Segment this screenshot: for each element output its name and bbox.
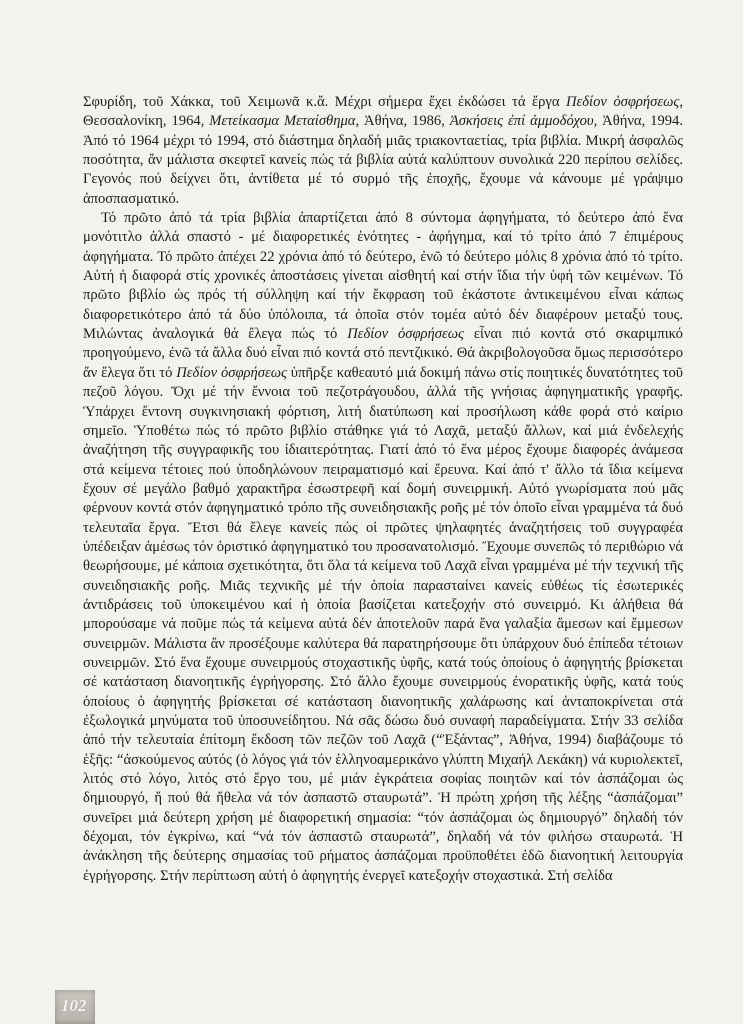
- page-number-badge: [55, 990, 95, 1024]
- text-segment: Ἀθήνα, 1986,: [359, 113, 450, 130]
- book-title-italic: Πεδίον ὀσφρήσεως: [176, 364, 287, 381]
- text-segment: Ἀθήνα, 1994. Ἀπό τό 1964 μέχρι τό 1994, στό διάστημα δηλαδή μιᾶς τριακονταετίας, τρία βιβλία. Μικρή ἀσφαλῶς ποσότητα, ἄν μάλιστα σκεφτεῖ κανείς πώς τά βιβλία αὐτά καλύπτουν συνολικά 220 περίπου σελίδες. Γεγονός πού δείχνει ὅτι, ἀντίθετα μέ τό συρμό τῆς ἐποχῆς, ἔχουμε νά κάνουμε μέ γράψιμο ἀποσπασματικό.: [83, 113, 683, 207]
- paragraph-2: [83, 209, 683, 886]
- text-segment: ὑπῆρξε καθεαυτό μιά δοκιμή πάνω στίς ποιητικές δυνατότητες τοῦ πεζοῦ λόγου. Ὄχι μέ τήν ἔννοια τοῦ πεζοτράγουδου, ἀλλά τῆς γνήσιας ἀφηγηματικῆς γραφῆς. Ὑπάρχει ἔντονη συγκινησιακή φόρτιση, λιτή διατύπωση καί προσήλωση κάθε φορά στό καίριο σημεῖο. Ὑποθέτω πώς τό πρῶτο βιβλίο στάθηκε γιά τό Λαχᾶ, μεταξύ ἄλλων, καί μιά ἐνδελεχής ἀναζήτηση τῆς συγγραφικῆς του ἰδιαιτερότητας. Γιατί ἀπό τό ἕνα μέρος ἔχουμε διαφορές ἀνάμεσα στά κείμενα τέτοιες πού ὑποδηλώνουν πειραματισμό καί ἔρευνα. Καί ἀπό τ' ἄλλο τά ἴδια κείμενα ἔχουν σέ μεγάλο βαθμό χαρακτῆρα ἐσωστρεφῆ καί δομή συνειρμική. Αὐτό γνωρίσματα πού μᾶς φέρνουν κοντά στόν ἀφηγηματικό τρόπο τῆς συνειδησιακῆς ροῆς μέ τόν ὁποῖο εἶναι γραμμένα τά δυό τελευταῖα ἔργα. Ἔτσι θά ἔλεγε κανείς πώς οἱ πρῶτες ψηλαφητές ἀναζητήσεις τοῦ συγγραφέα ὑπέδειξαν ἀμέσως τόν ὁριστικό ἀφηγηματικό του προσανατολισμό. Ἔχουμε συνεπῶς τό περιθώριο νά θεωρήσουμε, μέ κάποια σχετικότητα, ὅτι ὅλα τά κείμενα τοῦ Λαχᾶ εἶναι γραμμένα μέ τήν τεχνική τῆς συνειδησιακῆς ροῆς. Μιᾶς τεχνικῆς μέ τήν ὁποία παρασταίνει κανείς εὐθέως τίς ἐσωτερικές ἀντιδράσεις τοῦ ὑποκειμένου καί ἡ ὁποία βασίζεται κατεξοχήν στό συνειρμό. Κι ἀλήθεια θά μπορούσαμε νά ποῦμε πώς τά κείμενα αὐτά δέν ἀποτελοῦν παρά ἕνα γαλαξία ἄμεσων καί ἔμμεσων συνειρμῶν. Μάλιστα ἄν προσέξουμε καλύτερα θά παρατηρήσουμε ὅτι ὑπάρχουν δυό ἐπίπεδα τέτοιων συνειρμῶν. Στό ἕνα ἔχουμε συνειρμούς στοχαστικῆς ὑφῆς, κατά τούς ὁποίους ὁ ἀφηγητής βρίσκεται σέ κατάσταση διανοητικῆς ἐγρήγορσης. Στό ἄλλο ἔχουμε συνειρμούς ἐνορατικῆς ὑφῆς, κατά τούς ὁποίους ὁ ἀφηγητής βρίσκεται σέ κατάσταση διανοητικῆς χαλάρωσης καί ἀνταποκρίνεται στά ἐξωλογικά μηνύματα τοῦ ὑποσυνείδητου. Νά σᾶς δώσω δυό συναφή παραδείγματα. Στήν 33 σελίδα ἀπό τήν τελευταία ἐπίτομη ἔκδοση τῶν πεζῶν τοῦ Λαχᾶ (“Ἐξάντας”, Ἀθήνα, 1994) διαβάζουμε τό ἑξῆς: “ἀσκούμενος αὐτός (ὁ λόγος γιά τόν ἑλληνοαμερικάνο γλύπτη Μιχαήλ Λεκάκη) νά κυριολεκτεῖ, λιτός στό λόγο, λιτός στό ἔργο του, μέ μιάν ἐγκράτεια σοφίας ποιητῶν καί τόν ἀσπάζομαι ὡς δημιουργό, ἤ πού θά ἤθελα νά τόν ἀσπαστῶ σταυρωτά”. Ἡ πρώτη χρήση τῆς λέξης “ἀσπάζομαι” συνεῖρει μιά δεύτερη χρήση μέ διαφορετική σημασία: “τόν ἀσπάζομαι ὡς δημιουργό” δηλαδή τόν δέχομαι, τόν ἐγκρίνω, καί “νά τόν ἀσπαστῶ σταυρωτά”, δηλαδή νά τόν φιλήσω σταυρωτά. Ἡ ἀνάκληση τῆς δεύτερης σημασίας τοῦ ρήματος ἀσπάζομαι προϋποθέτει ἐδῶ διανοητική λειτουργία ἐγρήγορσης. Στήν περίπτωση αὐτή ὁ ἀφηγητής ἐνεργεῖ κατεξοχήν στοχαστικά. Στή σελίδα: [83, 364, 683, 884]
- book-title-italic: Πεδίον ὀσφρήσεως,: [565, 94, 683, 110]
- text-segment: Θεσσαλονίκη, 1964,: [83, 113, 210, 130]
- text-column: [83, 93, 683, 886]
- book-title-italic: Ἀσκήσεις ἐπί ἀμμοδόχου,: [449, 113, 598, 130]
- paragraph-1: [83, 93, 683, 209]
- text-segment: Σφυρίδη, τοῦ Χάκκα, τοῦ Χειμωνᾶ κ.ἄ. Μέχρι σήμερα ἔχει ἐκδώσει τά ἔργα: [83, 94, 566, 110]
- text-segment: Τό πρῶτο ἀπό τά τρία βιβλία ἀπαρτίζεται ἀπό 8 σύντομα ἀφηγήματα, τό δεύτερο ἀπό ἕνα μονότιτλο ἀλλά σπαστό - μέ διαφορετικές ἑνότητες - ἀφήγημα, καί τό τρίτο ἀπό 7 ἐπιμέρους ἀφηγήματα. Τό πρῶτο ἀπέχει 22 χρόνια ἀπό τό δεύτερο, ἐνῶ τό δεύτερο μόλις 8 χρόνια ἀπό τό τρίτο. Αὐτή ἡ διαφορά στίς χρονικές ἀποστάσεις γίνεται αἰσθητή καί στήν ἴδια τήν ὑφή τῶν κειμένων. Τό πρῶτο βιβλίο ὡς πρός τή σύλληψη καί τήν ἔκφραση τοῦ ἑκάστοτε ἀντικειμένου εἶναι κάπως διαφορετικότερο ἀπό τά δύο ὑπόλοιπα, τά ὁποῖα στόν τομέα αὐτό δέν διαφέρουν μεταξύ τους. Μιλώντας ἀναλογικά θά ἔλεγα πώς τό: [83, 210, 683, 343]
- page-number: 102: [61, 996, 87, 1015]
- book-title-italic: Πεδίον ὀσφρήσεως: [347, 326, 464, 343]
- book-title-italic: Μετείκασμα Μεταίσθημα,: [209, 113, 360, 130]
- text-segment: εἶναι πιό κοντά στό σκαριμπικό προηγούμενο, ἐνῶ τά ἄλλα δυό εἶναι πιό κοντά στό πεντζικικό. Θά ἀκριβολογοῦσα ὅμως περισσότερο ἄν ἔλεγα ὅτι τό: [83, 326, 683, 381]
